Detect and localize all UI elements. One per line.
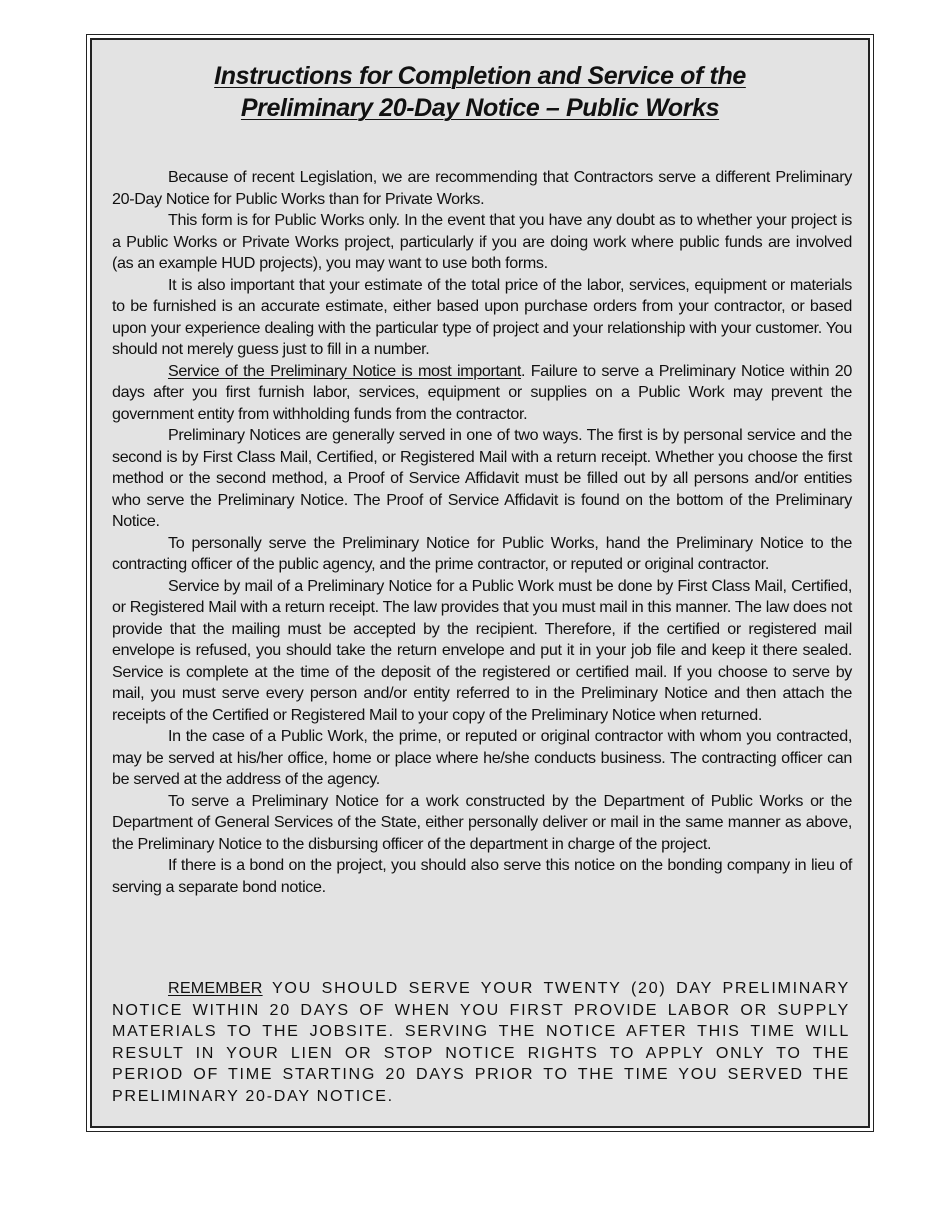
paragraph-personal-service: To personally serve the Preliminary Notice for Public Works, hand the Preliminary Notice to the contracting officer of the public agency, and the prime contractor, or reputed or original contractor.: [112, 533, 852, 573]
document-outer-border: [86, 34, 874, 1132]
paragraph-public-works-only: This form is for Public Works only. In the event that you have any doubt as to whether your project is a Public Works or Private Works project, particularly if you are doing work where public funds are involved (as an example HUD projects), you may want to use both forms.: [112, 211, 852, 272]
instructions-body: [112, 167, 852, 898]
title-line-1: Instructions for Completion and Service of the: [214, 62, 746, 90]
document-title: [92, 40, 868, 124]
paragraph-legislation: Because of recent Legislation, we are recommending that Contractors serve a different Preliminary 20-Day Notice for Public Works than for Private Works.: [112, 168, 852, 208]
remember-notice: [112, 978, 850, 1107]
paragraph-bond: If there is a bond on the project, you should also serve this notice on the bonding company in lieu of serving a separate bond notice.: [112, 856, 852, 896]
service-importance-text: . Failure to serve a Preliminary Notice within 20 days after you first furnish labor, services, equipment or supplies on a Public Work may prevent the government entity from withholding funds from the contractor.: [112, 361, 852, 423]
paragraph-state-departments: To serve a Preliminary Notice for a work constructed by the Department of Public Works or the Department of General Services of the State, either personally deliver or mail in the same manner as above, the Preliminary Notice to the disbursing officer of the department in charge of the project.: [112, 791, 852, 853]
paragraph-estimate: It is also important that your estimate of the total price of the labor, services, equipment or materials to be furnished is an accurate estimate, either based upon purchase orders from your contractor, or based upon your experience dealing with the particular type of project and your relationship with your customer. You should not merely guess just to fill in a number.: [112, 275, 852, 358]
service-importance-heading: Service of the Preliminary Notice is most important: [168, 361, 521, 380]
paragraph-service-methods: Preliminary Notices are generally served in one of two ways. The first is by personal service and the second is by First Class Mail, Certified, or Registered Mail with a return receipt. Whether you choose the first method or the second method, a Proof of Service Affidavit must be filled out by all persons and/or entities who serve the Preliminary Notice. The Proof of Service Affidavit is found on the bottom of the Preliminary Notice.: [112, 426, 852, 530]
instructions-panel: [90, 38, 870, 1128]
remember-text: YOU SHOULD SERVE YOUR TWENTY (20) DAY PRELIMINARY NOTICE WITHIN 20 DAYS OF WHEN YOU FIRST PROVIDE LABOR OR SUPPLY MATERIALS TO THE JOBSITE. SERVING THE NOTICE AFTER THIS TIME WILL RESULT IN YOUR LIEN OR STOP NOTICE RIGHTS TO APPLY ONLY TO THE PERIOD OF TIME STARTING 20 DAYS PRIOR TO THE TIME YOU SERVED THE PRELIMINARY 20-DAY NOTICE.: [112, 979, 850, 1105]
paragraph-mail-service: Service by mail of a Preliminary Notice for a Public Work must be done by First Class Mail, Certified, or Registered Mail with a return receipt. The law provides that you must mail in this manner. The law does not provide that the mailing must be accepted by the recipient. Therefore, if the certified or registered mail envelope is refused, you should take the return envelope and put it in your job file and keep it there sealed. Service is complete at the time of the deposit of the registered or certified mail. If you choose to serve by mail, you must serve every person and/or entity referred to in the Preliminary Notice and then attach the receipts of the Certified or Registered Mail to your copy of the Preliminary Notice when returned.: [112, 576, 852, 724]
paragraph-service-importance: [112, 361, 852, 426]
title-line-2: Preliminary 20-Day Notice – Public Works: [240, 94, 720, 122]
remember-heading: REMEMBER: [168, 979, 263, 997]
paragraph-prime-contractor: In the case of a Public Work, the prime, or reputed or original contractor with whom you contracted, may be served at his/her office, home or place where he/she conducts business. The contracting officer can be served at the address of the agency.: [112, 727, 852, 788]
